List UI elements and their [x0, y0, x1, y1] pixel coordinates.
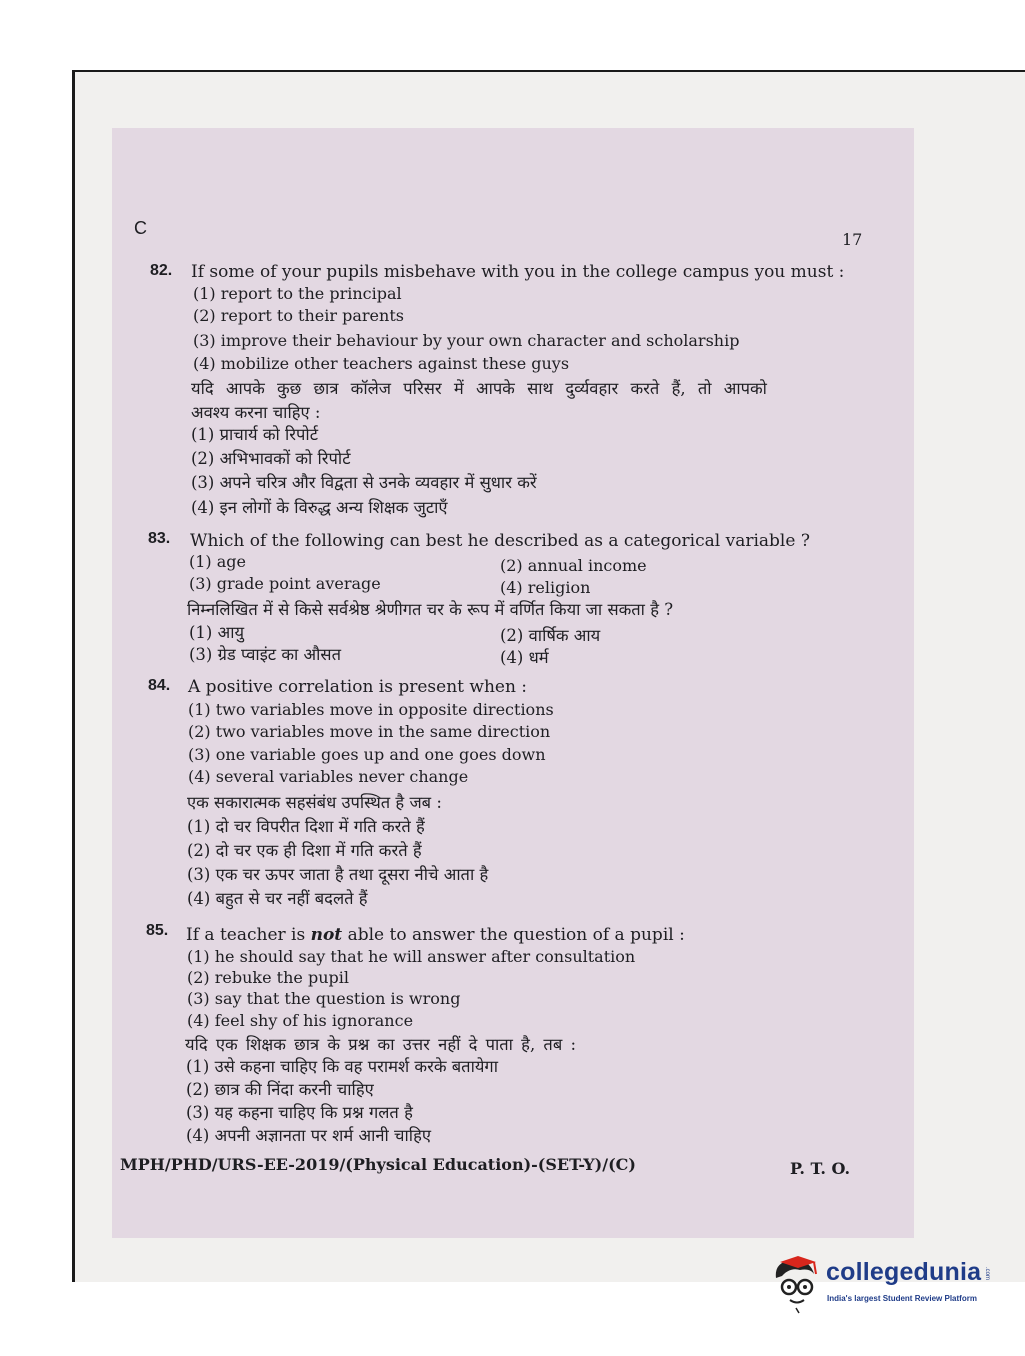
question-83-number: 83.: [148, 530, 171, 547]
question-84-option-4: (4) several variables never change: [188, 767, 469, 786]
question-82-text: If some of your pupils misbehave with you in the college campus you must :: [191, 262, 845, 282]
question-82-hindi-text-cont: अवश्य करना चाहिए :: [191, 403, 321, 422]
question-82-hindi-text: यदि आपके कुछ छात्र कॉलेज परिसर में आपके साथ दुर्व्यवहार करते हैं, तो आपको: [191, 379, 767, 398]
question-85-number: 85.: [146, 922, 169, 939]
question-82-hindi-option-4: (4) इन लोगों के विरुद्ध अन्य शिक्षक जुटाएँ: [191, 498, 448, 517]
question-84-hindi-option-4: (4) बहुत से चर नहीं बदलते हैं: [187, 889, 368, 908]
question-82-option-1: (1) report to the principal: [193, 284, 402, 303]
question-82-option-2: (2) report to their parents: [193, 306, 404, 325]
paper-code-footer: MPH/PHD/URS-EE-2019/(Physical Education)-(SET-Y)/(C): [120, 1155, 636, 1174]
question-84-hindi-option-2: (2) दो चर एक ही दिशा में गति करते हैं: [187, 841, 422, 860]
logo-wordmark: collegedunia: [826, 1258, 982, 1286]
mascot-glasses-icon: [770, 1254, 822, 1314]
logo-tagline: India's largest Student Review Platform: [827, 1294, 977, 1303]
question-85-text-start: If a teacher is: [186, 925, 311, 945]
question-83-hindi-option-2: (2) वार्षिक आय: [500, 626, 601, 645]
question-85-hindi-option-3: (3) यह कहना चाहिए कि प्रश्न गलत है: [186, 1103, 413, 1122]
question-83-option-1: (1) age: [189, 552, 246, 571]
question-84-option-3: (3) one variable goes up and one goes down: [188, 745, 546, 764]
question-83-text: Which of the following can best he described as a categorical variable ?: [190, 531, 810, 551]
question-82-hindi-option-3: (3) अपने चरित्र और विद्वता से उनके व्यवहार में सुधार करें: [191, 473, 537, 492]
question-82-hindi-option-2: (2) अभिभावकों को रिपोर्ट: [191, 449, 351, 468]
question-84-text: A positive correlation is present when :: [188, 677, 528, 697]
question-82-option-3: (3) improve their behaviour by your own character and scholarship: [193, 331, 740, 350]
question-85-option-1: (1) he should say that he will answer after consultation: [187, 947, 636, 966]
question-84-option-1: (1) two variables move in opposite directions: [188, 700, 554, 719]
question-85-text: [186, 925, 685, 945]
question-85-option-2: (2) rebuke the pupil: [187, 968, 349, 987]
question-83-option-2: (2) annual income: [500, 556, 647, 575]
question-83-hindi-option-4: (4) धर्म: [500, 648, 549, 667]
logo-domain-suffix: .com: [984, 1267, 990, 1281]
question-84-hindi-option-1: (1) दो चर विपरीत दिशा में गति करते हैं: [187, 817, 425, 836]
question-85-text-end: able to answer the question of a pupil :: [342, 925, 685, 945]
question-83-option-4: (4) religion: [500, 578, 591, 597]
question-82-option-4: (4) mobilize other teachers against these guys: [193, 354, 570, 373]
question-82-hindi-option-1: (1) प्राचार्य को रिपोर्ट: [191, 425, 319, 444]
question-84-option-2: (2) two variables move in the same direction: [188, 722, 551, 741]
question-84-hindi-option-3: (3) एक चर ऊपर जाता है तथा दूसरा नीचे आता है: [187, 865, 489, 884]
question-85-hindi-option-4: (4) अपनी अज्ञानता पर शर्म आनी चाहिए: [186, 1126, 431, 1145]
question-85-option-3: (3) say that the question is wrong: [187, 989, 461, 1008]
question-83-hindi-text: निम्नलिखित में से किसे सर्वश्रेष्ठ श्रेणीगत चर के रूप में वर्णित किया जा सकता है ?: [187, 600, 674, 619]
question-85-option-4: (4) feel shy of his ignorance: [187, 1011, 414, 1030]
page-number: 17: [842, 230, 863, 249]
question-82-number: 82.: [150, 262, 173, 279]
pto-label: P. T. O.: [790, 1159, 851, 1178]
collegedunia-logo: [770, 1254, 1005, 1314]
question-85-hindi-option-1: (1) उसे कहना चाहिए कि वह परामर्श करके बतायेगा: [186, 1057, 498, 1076]
question-85-hindi-option-2: (2) छात्र की निंदा करनी चाहिए: [186, 1080, 374, 1099]
question-84-number: 84.: [148, 677, 171, 694]
question-84-hindi-text: एक सकारात्मक सहसंबंध उपस्थित है जब :: [187, 793, 442, 812]
question-83-option-3: (3) grade point average: [189, 574, 381, 593]
question-83-hindi-option-1: (1) आयु: [189, 623, 245, 642]
set-code: C: [134, 218, 147, 238]
question-83-hindi-option-3: (3) ग्रेड प्वाइंट का औसत: [189, 645, 341, 664]
question-85-hindi-text: यदि एक शिक्षक छात्र के प्रश्न का उत्तर नहीं दे पाता है, तब :: [185, 1035, 577, 1054]
question-85-emphasis: not: [310, 925, 343, 945]
